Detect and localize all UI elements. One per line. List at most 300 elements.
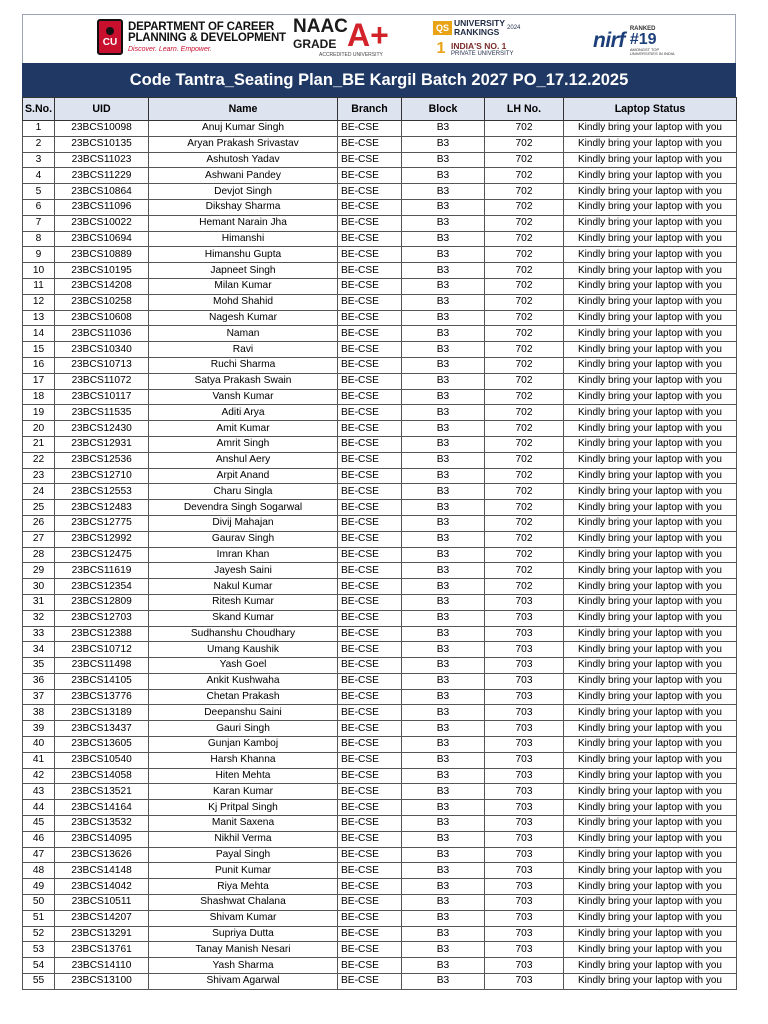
table-row bbox=[23, 342, 737, 358]
cell-block: B3 bbox=[402, 942, 485, 958]
page-title: Code Tantra_Seating Plan_BE Kargil Batch 2027 PO_17.12.2025 bbox=[22, 63, 736, 97]
cell-laptop-status: Kindly bring your laptop with you bbox=[564, 215, 737, 231]
cell-branch: BE-CSE bbox=[338, 500, 402, 516]
cell-sno: 23 bbox=[23, 468, 55, 484]
qs-box-icon: QS bbox=[433, 21, 452, 35]
cell-branch: BE-CSE bbox=[338, 357, 402, 373]
cell-uid: 23BCS10694 bbox=[55, 231, 149, 247]
cell-uid: 23BCS12483 bbox=[55, 500, 149, 516]
cell-name: Devjot Singh bbox=[149, 184, 338, 200]
cell-branch: BE-CSE bbox=[338, 689, 402, 705]
table-row bbox=[23, 310, 737, 326]
cell-laptop-status: Kindly bring your laptop with you bbox=[564, 389, 737, 405]
cell-sno: 37 bbox=[23, 689, 55, 705]
cell-name: Kj Pritpal Singh bbox=[149, 800, 338, 816]
cell-lh-no: 702 bbox=[485, 405, 564, 421]
cell-block: B3 bbox=[402, 168, 485, 184]
cell-laptop-status: Kindly bring your laptop with you bbox=[564, 879, 737, 895]
cell-name: Himanshu Gupta bbox=[149, 247, 338, 263]
cell-laptop-status: Kindly bring your laptop with you bbox=[564, 658, 737, 674]
cell-lh-no: 702 bbox=[485, 468, 564, 484]
cell-name: Supriya Dutta bbox=[149, 926, 338, 942]
cell-sno: 42 bbox=[23, 768, 55, 784]
cell-name: Ritesh Kumar bbox=[149, 594, 338, 610]
cell-branch: BE-CSE bbox=[338, 278, 402, 294]
cell-name: Deepanshu Saini bbox=[149, 705, 338, 721]
cell-laptop-status: Kindly bring your laptop with you bbox=[564, 547, 737, 563]
cell-block: B3 bbox=[402, 563, 485, 579]
cell-uid: 23BCS14058 bbox=[55, 768, 149, 784]
cell-uid: 23BCS10511 bbox=[55, 895, 149, 911]
cell-lh-no: 702 bbox=[485, 342, 564, 358]
cell-block: B3 bbox=[402, 958, 485, 974]
cell-lh-no: 702 bbox=[485, 121, 564, 137]
cell-name: Yash Sharma bbox=[149, 958, 338, 974]
cell-sno: 45 bbox=[23, 816, 55, 832]
cell-name: Japneet Singh bbox=[149, 263, 338, 279]
cell-lh-no: 702 bbox=[485, 373, 564, 389]
cell-sno: 6 bbox=[23, 199, 55, 215]
cell-lh-no: 702 bbox=[485, 389, 564, 405]
cell-laptop-status: Kindly bring your laptop with you bbox=[564, 373, 737, 389]
cell-branch: BE-CSE bbox=[338, 831, 402, 847]
cell-uid: 23BCS10117 bbox=[55, 389, 149, 405]
table-row bbox=[23, 452, 737, 468]
cell-sno: 7 bbox=[23, 215, 55, 231]
cell-lh-no: 703 bbox=[485, 831, 564, 847]
table-row bbox=[23, 721, 737, 737]
naac-accredited: ACCREDITED UNIVERSITY bbox=[319, 52, 383, 58]
cell-lh-no: 702 bbox=[485, 531, 564, 547]
cu-tagline: Discover. Learn. Empower. bbox=[128, 45, 212, 53]
cell-uid: 23BCS14042 bbox=[55, 879, 149, 895]
cell-lh-no: 703 bbox=[485, 673, 564, 689]
table-row bbox=[23, 563, 737, 579]
cell-name: Hemant Narain Jha bbox=[149, 215, 338, 231]
table-row bbox=[23, 373, 737, 389]
cell-block: B3 bbox=[402, 342, 485, 358]
cell-block: B3 bbox=[402, 816, 485, 832]
cell-sno: 41 bbox=[23, 752, 55, 768]
cell-sno: 49 bbox=[23, 879, 55, 895]
cell-uid: 23BCS12703 bbox=[55, 610, 149, 626]
cell-sno: 5 bbox=[23, 184, 55, 200]
qs-india-line-1: INDIA'S NO. 1 bbox=[451, 40, 507, 51]
cell-sno: 28 bbox=[23, 547, 55, 563]
table-row bbox=[23, 800, 737, 816]
cell-lh-no: 702 bbox=[485, 278, 564, 294]
cell-lh-no: 703 bbox=[485, 689, 564, 705]
cell-branch: BE-CSE bbox=[338, 626, 402, 642]
cu-logo bbox=[97, 19, 286, 55]
cell-laptop-status: Kindly bring your laptop with you bbox=[564, 895, 737, 911]
cell-name: Skand Kumar bbox=[149, 610, 338, 626]
cell-uid: 23BCS11023 bbox=[55, 152, 149, 168]
cell-sno: 33 bbox=[23, 626, 55, 642]
cell-block: B3 bbox=[402, 326, 485, 342]
cell-laptop-status: Kindly bring your laptop with you bbox=[564, 642, 737, 658]
cell-sno: 50 bbox=[23, 895, 55, 911]
table-row bbox=[23, 263, 737, 279]
cell-lh-no: 703 bbox=[485, 752, 564, 768]
table-row bbox=[23, 405, 737, 421]
column-header-uid: UID bbox=[55, 98, 149, 121]
cell-name: Aditi Arya bbox=[149, 405, 338, 421]
cell-name: Jayesh Saini bbox=[149, 563, 338, 579]
logo-header bbox=[22, 14, 736, 63]
table-row bbox=[23, 278, 737, 294]
cell-laptop-status: Kindly bring your laptop with you bbox=[564, 721, 737, 737]
cell-sno: 36 bbox=[23, 673, 55, 689]
cell-block: B3 bbox=[402, 847, 485, 863]
cell-lh-no: 702 bbox=[485, 547, 564, 563]
cell-block: B3 bbox=[402, 626, 485, 642]
cell-lh-no: 703 bbox=[485, 705, 564, 721]
qs-number: 1 bbox=[436, 40, 446, 57]
table-row bbox=[23, 515, 737, 531]
cell-name: Yash Goel bbox=[149, 658, 338, 674]
qs-bottom-row bbox=[433, 40, 557, 58]
cell-sno: 30 bbox=[23, 579, 55, 595]
cell-lh-no: 702 bbox=[485, 294, 564, 310]
cell-sno: 39 bbox=[23, 721, 55, 737]
cell-laptop-status: Kindly bring your laptop with you bbox=[564, 910, 737, 926]
cell-name: Charu Singla bbox=[149, 484, 338, 500]
cell-uid: 23BCS14095 bbox=[55, 831, 149, 847]
cell-block: B3 bbox=[402, 184, 485, 200]
cell-lh-no: 702 bbox=[485, 579, 564, 595]
cell-lh-no: 703 bbox=[485, 784, 564, 800]
cell-laptop-status: Kindly bring your laptop with you bbox=[564, 452, 737, 468]
cell-name: Sudhanshu Choudhary bbox=[149, 626, 338, 642]
nirf-sub-line-1: AMONGST TOP bbox=[629, 47, 660, 52]
cell-block: B3 bbox=[402, 752, 485, 768]
cell-sno: 17 bbox=[23, 373, 55, 389]
cell-lh-no: 702 bbox=[485, 184, 564, 200]
cell-name: Nagesh Kumar bbox=[149, 310, 338, 326]
cell-block: B3 bbox=[402, 926, 485, 942]
cell-laptop-status: Kindly bring your laptop with you bbox=[564, 199, 737, 215]
cell-branch: BE-CSE bbox=[338, 184, 402, 200]
cell-lh-no: 703 bbox=[485, 642, 564, 658]
cell-lh-no: 702 bbox=[485, 231, 564, 247]
cell-uid: 23BCS12430 bbox=[55, 421, 149, 437]
seating-plan-sheet bbox=[22, 14, 736, 990]
cell-laptop-status: Kindly bring your laptop with you bbox=[564, 531, 737, 547]
cell-lh-no: 703 bbox=[485, 800, 564, 816]
cell-block: B3 bbox=[402, 263, 485, 279]
cell-lh-no: 703 bbox=[485, 658, 564, 674]
cell-lh-no: 703 bbox=[485, 626, 564, 642]
table-row bbox=[23, 673, 737, 689]
table-row bbox=[23, 247, 737, 263]
cell-block: B3 bbox=[402, 294, 485, 310]
naac-logo bbox=[293, 17, 389, 59]
nirf-ranked-label: RANKED bbox=[629, 26, 656, 32]
cell-sno: 29 bbox=[23, 563, 55, 579]
cell-name: Dikshay Sharma bbox=[149, 199, 338, 215]
table-row bbox=[23, 231, 737, 247]
cell-block: B3 bbox=[402, 610, 485, 626]
cell-block: B3 bbox=[402, 895, 485, 911]
cell-laptop-status: Kindly bring your laptop with you bbox=[564, 294, 737, 310]
cell-sno: 22 bbox=[23, 452, 55, 468]
cell-block: B3 bbox=[402, 484, 485, 500]
cell-lh-no: 702 bbox=[485, 436, 564, 452]
cell-block: B3 bbox=[402, 436, 485, 452]
cell-lh-no: 702 bbox=[485, 136, 564, 152]
qs-ranking-logo bbox=[433, 17, 557, 59]
cell-laptop-status: Kindly bring your laptop with you bbox=[564, 705, 737, 721]
cell-uid: 23BCS13521 bbox=[55, 784, 149, 800]
table-body bbox=[23, 121, 737, 990]
cell-block: B3 bbox=[402, 863, 485, 879]
table-row bbox=[23, 626, 737, 642]
cell-branch: BE-CSE bbox=[338, 610, 402, 626]
table-row bbox=[23, 816, 737, 832]
cell-lh-no: 702 bbox=[485, 263, 564, 279]
table-row bbox=[23, 547, 737, 563]
cell-branch: BE-CSE bbox=[338, 942, 402, 958]
cell-laptop-status: Kindly bring your laptop with you bbox=[564, 800, 737, 816]
cell-sno: 26 bbox=[23, 515, 55, 531]
cell-laptop-status: Kindly bring your laptop with you bbox=[564, 184, 737, 200]
table-row bbox=[23, 737, 737, 753]
cell-sno: 19 bbox=[23, 405, 55, 421]
cell-uid: 23BCS12931 bbox=[55, 436, 149, 452]
cell-laptop-status: Kindly bring your laptop with you bbox=[564, 610, 737, 626]
cell-sno: 8 bbox=[23, 231, 55, 247]
naac-grade-word: GRADE bbox=[293, 37, 337, 51]
cell-uid: 23BCS14207 bbox=[55, 910, 149, 926]
cell-name: Shivam Kumar bbox=[149, 910, 338, 926]
cell-laptop-status: Kindly bring your laptop with you bbox=[564, 847, 737, 863]
cell-branch: BE-CSE bbox=[338, 563, 402, 579]
cell-sno: 51 bbox=[23, 910, 55, 926]
cell-branch: BE-CSE bbox=[338, 974, 402, 990]
cell-name: Hiten Mehta bbox=[149, 768, 338, 784]
cell-branch: BE-CSE bbox=[338, 642, 402, 658]
cell-sno: 20 bbox=[23, 421, 55, 437]
cu-badge-icon bbox=[97, 19, 123, 55]
cell-sno: 10 bbox=[23, 263, 55, 279]
cell-lh-no: 703 bbox=[485, 958, 564, 974]
cell-sno: 47 bbox=[23, 847, 55, 863]
cell-branch: BE-CSE bbox=[338, 531, 402, 547]
cell-block: B3 bbox=[402, 310, 485, 326]
cell-name: Nikhil Verma bbox=[149, 831, 338, 847]
table-row bbox=[23, 421, 737, 437]
cell-block: B3 bbox=[402, 247, 485, 263]
cell-name: Shashwat Chalana bbox=[149, 895, 338, 911]
cell-name: Payal Singh bbox=[149, 847, 338, 863]
cell-sno: 52 bbox=[23, 926, 55, 942]
cell-uid: 23BCS10022 bbox=[55, 215, 149, 231]
cell-block: B3 bbox=[402, 373, 485, 389]
table-row bbox=[23, 436, 737, 452]
column-header-name: Name bbox=[149, 98, 338, 121]
cell-name: Milan Kumar bbox=[149, 278, 338, 294]
cell-branch: BE-CSE bbox=[338, 373, 402, 389]
cell-branch: BE-CSE bbox=[338, 515, 402, 531]
cell-branch: BE-CSE bbox=[338, 879, 402, 895]
cell-lh-no: 703 bbox=[485, 974, 564, 990]
cell-branch: BE-CSE bbox=[338, 263, 402, 279]
cell-uid: 23BCS13626 bbox=[55, 847, 149, 863]
cell-laptop-status: Kindly bring your laptop with you bbox=[564, 152, 737, 168]
cell-branch: BE-CSE bbox=[338, 152, 402, 168]
nirf-word: nirf bbox=[593, 29, 625, 52]
cell-uid: 23BCS12536 bbox=[55, 452, 149, 468]
cell-branch: BE-CSE bbox=[338, 231, 402, 247]
cell-name: Naman bbox=[149, 326, 338, 342]
cell-sno: 25 bbox=[23, 500, 55, 516]
table-row bbox=[23, 863, 737, 879]
cell-branch: BE-CSE bbox=[338, 705, 402, 721]
cell-branch: BE-CSE bbox=[338, 436, 402, 452]
table-row bbox=[23, 895, 737, 911]
table-row bbox=[23, 610, 737, 626]
cell-uid: 23BCS12388 bbox=[55, 626, 149, 642]
column-header-sno: S.No. bbox=[23, 98, 55, 121]
cell-lh-no: 702 bbox=[485, 515, 564, 531]
table-row bbox=[23, 468, 737, 484]
cell-laptop-status: Kindly bring your laptop with you bbox=[564, 958, 737, 974]
cell-block: B3 bbox=[402, 136, 485, 152]
cell-lh-no: 703 bbox=[485, 847, 564, 863]
table-row bbox=[23, 831, 737, 847]
cell-branch: BE-CSE bbox=[338, 895, 402, 911]
cell-branch: BE-CSE bbox=[338, 816, 402, 832]
cell-block: B3 bbox=[402, 705, 485, 721]
table-row bbox=[23, 579, 737, 595]
cell-branch: BE-CSE bbox=[338, 421, 402, 437]
cell-branch: BE-CSE bbox=[338, 958, 402, 974]
cell-lh-no: 703 bbox=[485, 879, 564, 895]
cell-name: Nakul Kumar bbox=[149, 579, 338, 595]
qs-title-line-1: UNIVERSITY bbox=[454, 18, 506, 28]
cell-sno: 21 bbox=[23, 436, 55, 452]
table-row bbox=[23, 926, 737, 942]
cell-lh-no: 702 bbox=[485, 500, 564, 516]
cell-uid: 23BCS12775 bbox=[55, 515, 149, 531]
cell-uid: 23BCS10098 bbox=[55, 121, 149, 137]
cell-laptop-status: Kindly bring your laptop with you bbox=[564, 168, 737, 184]
cell-uid: 23BCS12553 bbox=[55, 484, 149, 500]
cell-uid: 23BCS14164 bbox=[55, 800, 149, 816]
cell-block: B3 bbox=[402, 721, 485, 737]
cell-sno: 18 bbox=[23, 389, 55, 405]
cell-branch: BE-CSE bbox=[338, 673, 402, 689]
table-row bbox=[23, 879, 737, 895]
cell-branch: BE-CSE bbox=[338, 484, 402, 500]
cell-name: Shivam Agarwal bbox=[149, 974, 338, 990]
table-row bbox=[23, 974, 737, 990]
cell-lh-no: 702 bbox=[485, 152, 564, 168]
table-row bbox=[23, 294, 737, 310]
cell-name: Punit Kumar bbox=[149, 863, 338, 879]
qs-year: 2024 bbox=[507, 25, 521, 31]
cell-name: Gaurav Singh bbox=[149, 531, 338, 547]
cell-branch: BE-CSE bbox=[338, 247, 402, 263]
cell-block: B3 bbox=[402, 879, 485, 895]
cell-name: Amrit Singh bbox=[149, 436, 338, 452]
cell-laptop-status: Kindly bring your laptop with you bbox=[564, 342, 737, 358]
cell-laptop-status: Kindly bring your laptop with you bbox=[564, 831, 737, 847]
table-row bbox=[23, 689, 737, 705]
table-row bbox=[23, 942, 737, 958]
cell-lh-no: 702 bbox=[485, 484, 564, 500]
nirf-rank-number: #19 bbox=[629, 31, 657, 48]
cell-sno: 1 bbox=[23, 121, 55, 137]
cell-uid: 23BCS10889 bbox=[55, 247, 149, 263]
cell-block: B3 bbox=[402, 642, 485, 658]
cell-branch: BE-CSE bbox=[338, 658, 402, 674]
cell-sno: 24 bbox=[23, 484, 55, 500]
cell-block: B3 bbox=[402, 357, 485, 373]
cell-uid: 23BCS11619 bbox=[55, 563, 149, 579]
column-header-block: Block bbox=[402, 98, 485, 121]
table-row bbox=[23, 768, 737, 784]
cell-lh-no: 702 bbox=[485, 357, 564, 373]
cell-sno: 4 bbox=[23, 168, 55, 184]
cell-uid: 23BCS11498 bbox=[55, 658, 149, 674]
cell-uid: 23BCS14208 bbox=[55, 278, 149, 294]
table-row bbox=[23, 910, 737, 926]
cell-laptop-status: Kindly bring your laptop with you bbox=[564, 484, 737, 500]
qs-title-block bbox=[452, 19, 505, 37]
cell-uid: 23BCS10712 bbox=[55, 642, 149, 658]
cell-sno: 14 bbox=[23, 326, 55, 342]
table-row bbox=[23, 152, 737, 168]
cell-laptop-status: Kindly bring your laptop with you bbox=[564, 863, 737, 879]
cell-block: B3 bbox=[402, 594, 485, 610]
cell-sno: 44 bbox=[23, 800, 55, 816]
cell-laptop-status: Kindly bring your laptop with you bbox=[564, 689, 737, 705]
cell-name: Chetan Prakash bbox=[149, 689, 338, 705]
nirf-sub-line-2: UNIVERSITIES IN INDIA bbox=[629, 51, 675, 56]
cell-lh-no: 702 bbox=[485, 215, 564, 231]
cell-lh-no: 702 bbox=[485, 563, 564, 579]
cell-laptop-status: Kindly bring your laptop with you bbox=[564, 500, 737, 516]
table-row bbox=[23, 531, 737, 547]
cell-branch: BE-CSE bbox=[338, 768, 402, 784]
cell-name: Himanshi bbox=[149, 231, 338, 247]
cell-name: Anuj Kumar Singh bbox=[149, 121, 338, 137]
cell-block: B3 bbox=[402, 800, 485, 816]
table-header-row bbox=[23, 98, 737, 121]
cell-block: B3 bbox=[402, 658, 485, 674]
cell-name: Devendra Singh Sogarwal bbox=[149, 500, 338, 516]
cell-sno: 13 bbox=[23, 310, 55, 326]
cell-block: B3 bbox=[402, 831, 485, 847]
table-row bbox=[23, 594, 737, 610]
cell-uid: 23BCS13605 bbox=[55, 737, 149, 753]
cell-branch: BE-CSE bbox=[338, 594, 402, 610]
cell-sno: 27 bbox=[23, 531, 55, 547]
cell-lh-no: 702 bbox=[485, 310, 564, 326]
cell-name: Riya Mehta bbox=[149, 879, 338, 895]
cell-block: B3 bbox=[402, 215, 485, 231]
cell-lh-no: 703 bbox=[485, 895, 564, 911]
table-row bbox=[23, 500, 737, 516]
cell-laptop-status: Kindly bring your laptop with you bbox=[564, 673, 737, 689]
cell-branch: BE-CSE bbox=[338, 847, 402, 863]
cell-sno: 48 bbox=[23, 863, 55, 879]
cell-sno: 53 bbox=[23, 942, 55, 958]
cell-uid: 23BCS11535 bbox=[55, 405, 149, 421]
cell-laptop-status: Kindly bring your laptop with you bbox=[564, 231, 737, 247]
